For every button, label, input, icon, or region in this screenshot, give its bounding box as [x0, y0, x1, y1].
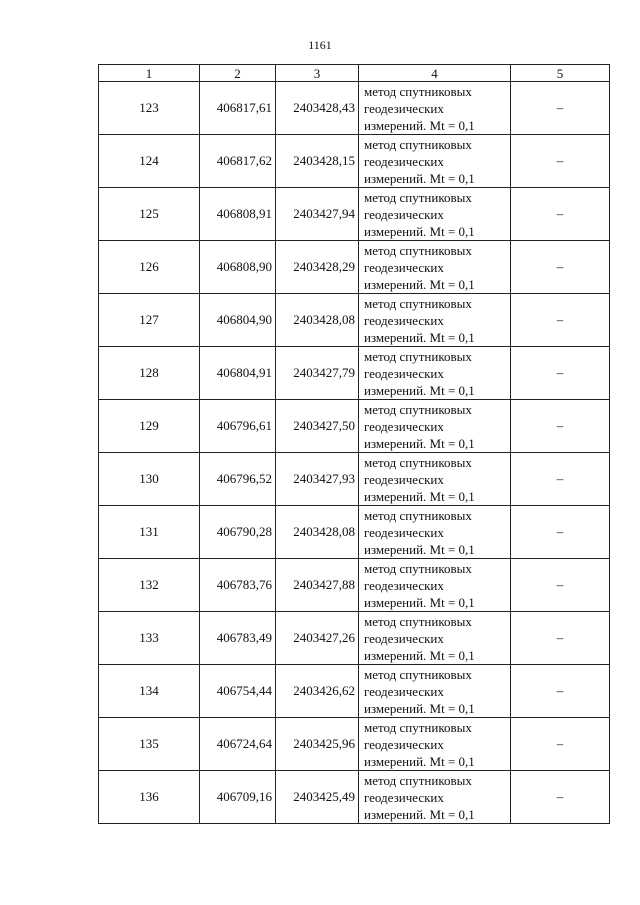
note-cell: – [511, 506, 610, 559]
method-cell [359, 559, 511, 612]
method-text-line: измерений. Mt = 0,1 [364, 117, 475, 133]
method-text-line: измерений. Mt = 0,1 [364, 329, 475, 345]
method-text-line: геодезических [364, 789, 444, 805]
note-cell: – [511, 241, 610, 294]
method-text-line: метод спутниковых [364, 666, 472, 682]
note-cell: – [511, 294, 610, 347]
y-coordinate-cell: 2403427,50 [276, 400, 359, 453]
method-cell [359, 135, 511, 188]
note-cell: – [511, 347, 610, 400]
method-text-line: измерений. Mt = 0,1 [364, 276, 475, 292]
method-text-line: метод спутниковых [364, 719, 472, 735]
method-text-line: метод спутниковых [364, 83, 472, 99]
note-cell: – [511, 188, 610, 241]
page-number: 1161 [308, 38, 332, 52]
table-row [99, 665, 610, 718]
note-cell: – [511, 771, 610, 824]
method-text-line: измерений. Mt = 0,1 [364, 806, 475, 822]
method-text-line: геодезических [364, 153, 444, 169]
table-row [99, 241, 610, 294]
y-coordinate-cell: 2403426,62 [276, 665, 359, 718]
note-cell: – [511, 612, 610, 665]
method-text-line: измерений. Mt = 0,1 [364, 382, 475, 398]
method-text-line: метод спутниковых [364, 613, 472, 629]
method-text-line: геодезических [364, 259, 444, 275]
point-number-cell: 124 [99, 135, 200, 188]
method-cell [359, 400, 511, 453]
x-coordinate-cell: 406709,16 [200, 771, 276, 824]
x-coordinate-cell: 406808,91 [200, 188, 276, 241]
method-text-line: геодезических [364, 312, 444, 328]
x-coordinate-cell: 406724,64 [200, 718, 276, 771]
y-coordinate-cell: 2403428,43 [276, 82, 359, 135]
method-cell [359, 241, 511, 294]
method-text-line: измерений. Mt = 0,1 [364, 541, 475, 557]
method-cell [359, 294, 511, 347]
method-text-line: геодезических [364, 471, 444, 487]
x-coordinate-cell: 406790,28 [200, 506, 276, 559]
table-row [99, 718, 610, 771]
x-coordinate-cell: 406804,91 [200, 347, 276, 400]
method-text-line: метод спутниковых [364, 295, 472, 311]
table-row [99, 453, 610, 506]
method-text-line: измерений. Mt = 0,1 [364, 223, 475, 239]
method-text-line: геодезических [364, 418, 444, 434]
method-text-line: геодезических [364, 206, 444, 222]
method-text-line: измерений. Mt = 0,1 [364, 488, 475, 504]
method-cell [359, 665, 511, 718]
column-header-1: 1 [99, 65, 200, 82]
column-header-3: 3 [276, 65, 359, 82]
method-text-line: геодезических [364, 736, 444, 752]
column-header-5: 5 [511, 65, 610, 82]
x-coordinate-cell: 406754,44 [200, 665, 276, 718]
method-cell [359, 188, 511, 241]
point-number-cell: 135 [99, 718, 200, 771]
table-row [99, 506, 610, 559]
method-text-line: геодезических [364, 524, 444, 540]
table-row [99, 188, 610, 241]
method-text-line: метод спутниковых [364, 401, 472, 417]
method-cell [359, 453, 511, 506]
note-cell: – [511, 400, 610, 453]
point-number-cell: 136 [99, 771, 200, 824]
method-text-line: метод спутниковых [364, 507, 472, 523]
method-cell [359, 718, 511, 771]
x-coordinate-cell: 406783,49 [200, 612, 276, 665]
method-text-line: измерений. Mt = 0,1 [364, 700, 475, 716]
table-row [99, 771, 610, 824]
point-number-cell: 129 [99, 400, 200, 453]
y-coordinate-cell: 2403428,15 [276, 135, 359, 188]
method-text-line: метод спутниковых [364, 772, 472, 788]
column-header-4: 4 [359, 65, 511, 82]
y-coordinate-cell: 2403427,93 [276, 453, 359, 506]
method-text-line: метод спутниковых [364, 560, 472, 576]
table-row [99, 294, 610, 347]
method-text-line: геодезических [364, 577, 444, 593]
y-coordinate-cell: 2403427,26 [276, 612, 359, 665]
note-cell: – [511, 559, 610, 612]
y-coordinate-cell: 2403428,08 [276, 294, 359, 347]
method-text-line: геодезических [364, 100, 444, 116]
method-text-line: измерений. Mt = 0,1 [364, 594, 475, 610]
point-number-cell: 130 [99, 453, 200, 506]
point-number-cell: 132 [99, 559, 200, 612]
x-coordinate-cell: 406817,62 [200, 135, 276, 188]
method-text-line: геодезических [364, 365, 444, 381]
note-cell: – [511, 718, 610, 771]
y-coordinate-cell: 2403428,08 [276, 506, 359, 559]
method-cell [359, 82, 511, 135]
x-coordinate-cell: 406796,61 [200, 400, 276, 453]
method-text-line: измерений. Mt = 0,1 [364, 647, 475, 663]
table-row [99, 82, 610, 135]
point-number-cell: 126 [99, 241, 200, 294]
method-text-line: геодезических [364, 683, 444, 699]
table-header-row [99, 65, 610, 82]
note-cell: – [511, 665, 610, 718]
note-cell: – [511, 135, 610, 188]
x-coordinate-cell: 406808,90 [200, 241, 276, 294]
y-coordinate-cell: 2403427,94 [276, 188, 359, 241]
method-text-line: геодезических [364, 630, 444, 646]
point-number-cell: 131 [99, 506, 200, 559]
method-text-line: измерений. Mt = 0,1 [364, 435, 475, 451]
point-number-cell: 125 [99, 188, 200, 241]
point-number-cell: 123 [99, 82, 200, 135]
coordinates-table [98, 64, 610, 824]
method-text-line: метод спутниковых [364, 348, 472, 364]
method-text-line: метод спутниковых [364, 242, 472, 258]
table-row [99, 135, 610, 188]
method-text-line: метод спутниковых [364, 189, 472, 205]
x-coordinate-cell: 406783,76 [200, 559, 276, 612]
method-text-line: метод спутниковых [364, 136, 472, 152]
method-cell [359, 612, 511, 665]
note-cell: – [511, 453, 610, 506]
point-number-cell: 127 [99, 294, 200, 347]
method-cell [359, 347, 511, 400]
method-cell [359, 506, 511, 559]
table-row [99, 400, 610, 453]
y-coordinate-cell: 2403428,29 [276, 241, 359, 294]
y-coordinate-cell: 2403427,79 [276, 347, 359, 400]
y-coordinate-cell: 2403427,88 [276, 559, 359, 612]
method-text-line: измерений. Mt = 0,1 [364, 170, 475, 186]
method-text-line: измерений. Mt = 0,1 [364, 753, 475, 769]
column-header-2: 2 [200, 65, 276, 82]
table-row [99, 612, 610, 665]
table-row [99, 559, 610, 612]
method-text-line: метод спутниковых [364, 454, 472, 470]
y-coordinate-cell: 2403425,96 [276, 718, 359, 771]
point-number-cell: 133 [99, 612, 200, 665]
method-cell [359, 771, 511, 824]
x-coordinate-cell: 406804,90 [200, 294, 276, 347]
x-coordinate-cell: 406817,61 [200, 82, 276, 135]
x-coordinate-cell: 406796,52 [200, 453, 276, 506]
table-row [99, 347, 610, 400]
point-number-cell: 134 [99, 665, 200, 718]
note-cell: – [511, 82, 610, 135]
point-number-cell: 128 [99, 347, 200, 400]
y-coordinate-cell: 2403425,49 [276, 771, 359, 824]
